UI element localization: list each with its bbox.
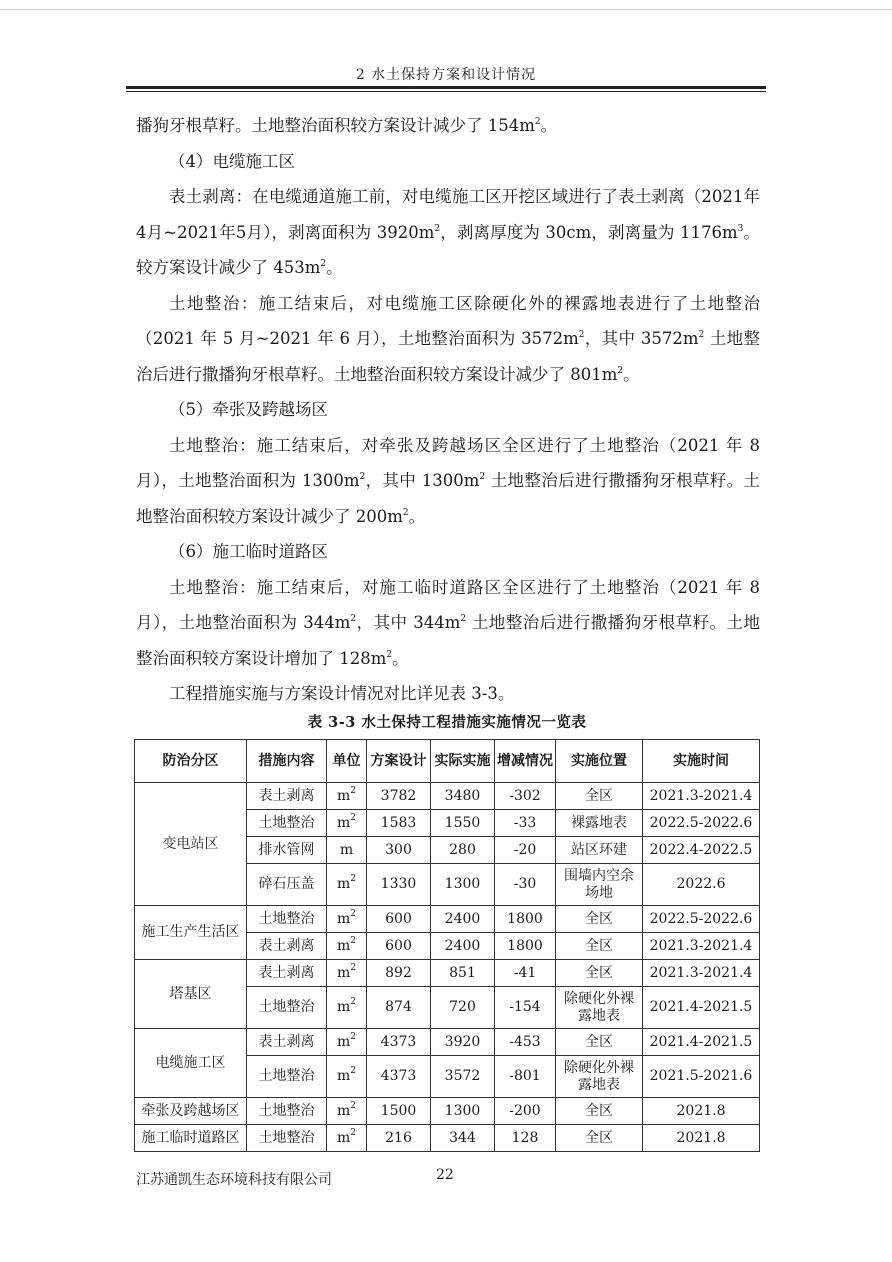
table-cell: 600 — [367, 906, 431, 933]
zone-cell: 牵张及跨越场区 — [135, 1098, 247, 1125]
superscript: 2 — [320, 259, 327, 269]
superscript: 2 — [578, 330, 585, 340]
superscript: 2 — [617, 365, 624, 376]
table-cell: 土地整治 — [247, 810, 327, 837]
table-cell: 除硬化外裸露地表 — [556, 1056, 643, 1098]
unit-cell: $m^2$ — [327, 960, 367, 987]
table-cell: 2021.3-2021.4 — [643, 783, 760, 810]
table-cell: 表土剥离 — [247, 933, 327, 960]
paragraph-text: 土地整治：施工结束后，对施工临时道路区全区进行了土地整治（2021 年 8 月），土地整治面积为 344m — [136, 577, 760, 632]
paragraph-text: ，剥离厚度为 30cm，剥离量为 1176m — [440, 222, 738, 242]
table-cell: 1300 — [431, 864, 495, 906]
paragraph-text: 播狗牙根草籽。土地整治面积较方案设计减少了 154m — [136, 116, 535, 135]
table-cell: 土地整治 — [247, 1125, 327, 1152]
table-caption: 表 3-3 水土保持工程措施实施情况一览表 — [307, 714, 587, 731]
table-cell: 除硬化外裸露地表 — [556, 987, 643, 1029]
header-rule-thick — [126, 86, 766, 89]
table-cell: -302 — [495, 783, 556, 810]
superscript: 2 — [460, 614, 467, 624]
table-cell: 排水管网 — [247, 837, 327, 864]
table-cell: 4373 — [367, 1029, 431, 1056]
unit-cell: $m^2$ — [327, 1125, 367, 1152]
superscript: 2 — [359, 472, 366, 482]
table-cell: 表土剥离 — [247, 960, 327, 987]
table-cell: 1550 — [431, 810, 495, 837]
section-heading — [136, 392, 760, 428]
superscript: 2 — [350, 614, 357, 624]
paragraph-text: ，其中 344m — [356, 613, 461, 632]
table-cell: 全区 — [556, 783, 643, 810]
unit-cell: $m^2$ — [327, 933, 367, 960]
table-cell: 128 — [495, 1125, 556, 1152]
paragraph-text: 表土剥离：在电缆通道施工前，对电缆施工区开挖区域进行了表土剥离（2021年4月~2021年5月），剥离面积为 3920m — [136, 187, 760, 242]
paragraph-text: 土地整治后进行撒播狗牙根草籽。土地整治面积较方案设计增加了 128m — [136, 613, 760, 668]
table-cell: 全区 — [556, 1125, 643, 1152]
table-row — [135, 783, 760, 810]
table-cell: 2021.3-2021.4 — [643, 933, 760, 960]
table-cell: 全区 — [556, 960, 643, 987]
table-cell: 2400 — [431, 906, 495, 933]
table-cell: -801 — [495, 1056, 556, 1098]
column-header: 单位 — [327, 740, 367, 783]
paragraph-text: 。 — [392, 648, 409, 668]
unit-cell: $m^2$ — [327, 1098, 367, 1125]
table-header-row — [135, 740, 760, 783]
table-cell: 1500 — [367, 1098, 431, 1125]
section-heading — [136, 144, 760, 180]
section-heading — [136, 534, 760, 570]
superscript: 3 — [737, 223, 744, 234]
paragraph-text: 。 — [408, 506, 426, 526]
running-header: 2 水土保持方案和设计情况 — [355, 67, 537, 83]
unit-cell: $m^2$ — [327, 783, 367, 810]
table-body — [135, 783, 760, 1152]
table-cell: 600 — [367, 933, 431, 960]
table-cell: -30 — [495, 864, 556, 906]
table-cell: 土地整治 — [247, 987, 327, 1029]
table-row — [135, 1125, 760, 1152]
table-cell: 2022.4-2022.5 — [643, 837, 760, 864]
column-header: 实施时间 — [643, 740, 760, 783]
table-row — [135, 960, 760, 987]
table-cell: 全区 — [556, 1098, 643, 1125]
paragraph — [136, 676, 760, 712]
paragraph-text: 。 — [326, 258, 343, 277]
table-cell: -453 — [495, 1029, 556, 1056]
table-cell: 720 — [431, 987, 495, 1029]
table-cell: 站区环建 — [556, 837, 643, 864]
table-cell: 2021.4-2021.5 — [643, 987, 760, 1029]
section-heading-text: （4）电缆施工区 — [169, 151, 295, 171]
page-number: 22 — [436, 1167, 454, 1183]
table-cell: 892 — [367, 960, 431, 987]
table-cell: 1300 — [431, 1098, 495, 1125]
table-cell: 1330 — [367, 864, 431, 906]
paragraph — [136, 108, 760, 144]
column-header: 方案设计 — [367, 740, 431, 783]
table-cell: 1583 — [367, 810, 431, 837]
table-cell: 碎石压盖 — [247, 864, 327, 906]
unit-cell: $m^2$ — [327, 1029, 367, 1056]
unit-cell: $m^2$ — [327, 1056, 367, 1098]
column-header: 增减情况 — [495, 740, 556, 783]
paragraph-text: 工程措施实施与方案设计情况对比详见表 3-3。 — [169, 684, 515, 703]
paragraph-text: 。 — [540, 116, 558, 135]
table-cell: 2021.3-2021.4 — [643, 960, 760, 987]
unit-cell: $m^2$ — [327, 864, 367, 906]
zone-cell: 施工生产生活区 — [135, 906, 247, 960]
body-text — [136, 108, 760, 712]
superscript: 2 — [386, 649, 393, 660]
table-cell: 3782 — [367, 783, 431, 810]
unit-cell: $m^2$ — [327, 987, 367, 1029]
table-cell: 851 — [431, 960, 495, 987]
table-cell: 全区 — [556, 1029, 643, 1056]
table-cell: 裸露地表 — [556, 810, 643, 837]
paragraph-text: 土地整治后进行撒播狗牙根草籽。土地整治面积较方案设计减少了 200m — [136, 471, 760, 526]
table-cell: 2021.8 — [643, 1125, 760, 1152]
column-header: 措施内容 — [247, 740, 327, 783]
paragraph-text: ，其中 1300m — [365, 471, 480, 490]
unit-cell: $m^2$ — [327, 810, 367, 837]
paragraph-text: 土地整治：施工结束后，对牵张及跨越场区全区进行了土地整治（2021 年 8 月），土地整治面积为 1300m — [136, 435, 760, 490]
table-cell: 2022.5-2022.6 — [643, 810, 760, 837]
table-cell: 344 — [431, 1125, 495, 1152]
superscript: 2 — [479, 472, 486, 482]
table-cell: 3572 — [431, 1056, 495, 1098]
table-cell: 围墙内空余场地 — [556, 864, 643, 906]
paragraph — [136, 570, 760, 677]
table-cell: 300 — [367, 837, 431, 864]
table-cell: 表土剥离 — [247, 1029, 327, 1056]
footer-company: 江苏通凯生态环境科技有限公司 — [136, 1172, 332, 1188]
column-header: 实际实施 — [431, 740, 495, 783]
table-row — [135, 906, 760, 933]
table-cell: -20 — [495, 837, 556, 864]
paragraph-text: ，其中 3572m — [584, 329, 699, 348]
superscript: 2 — [534, 117, 541, 127]
table-cell: 280 — [431, 837, 495, 864]
unit-cell: $m^2$ — [327, 906, 367, 933]
zone-cell: 塔基区 — [135, 960, 247, 1029]
table-cell: 2021.5-2021.6 — [643, 1056, 760, 1098]
table-cell: 3480 — [431, 783, 495, 810]
scan-top-edge — [0, 9, 892, 10]
measures-table — [134, 739, 760, 1152]
superscript: 2 — [698, 330, 705, 340]
paragraph-text: 。 — [623, 364, 640, 384]
zone-cell: 电缆施工区 — [135, 1029, 247, 1098]
table-cell: -33 — [495, 810, 556, 837]
paragraph — [136, 286, 760, 393]
table-cell: 2022.5-2022.6 — [643, 906, 760, 933]
column-header: 防治分区 — [135, 740, 247, 783]
table-cell: -41 — [495, 960, 556, 987]
table-cell: 874 — [367, 987, 431, 1029]
table-row — [135, 1098, 760, 1125]
table-row — [135, 1029, 760, 1056]
section-heading-text: （5）牵张及跨越场区 — [169, 400, 328, 419]
table-cell: 土地整治 — [247, 906, 327, 933]
table-cell: 3920 — [431, 1029, 495, 1056]
table-cell: -200 — [495, 1098, 556, 1125]
paragraph-text: 土地整治：施工结束后，对电缆施工区除硬化外的裸露地表进行了土地整治（2021 年 5 月~2021 年 6 月），土地整治面积为 3572m — [136, 293, 760, 348]
table-cell: 全区 — [556, 933, 643, 960]
table-cell: 2400 — [431, 933, 495, 960]
paragraph — [136, 179, 760, 286]
table-cell: 216 — [367, 1125, 431, 1152]
column-header: 实施位置 — [556, 740, 643, 783]
superscript: 2 — [434, 223, 441, 234]
table-cell: 4373 — [367, 1056, 431, 1098]
table-cell: 2021.4-2021.5 — [643, 1029, 760, 1056]
table-cell: 2022.6 — [643, 864, 760, 906]
zone-cell: 变电站区 — [135, 783, 247, 906]
table-cell: 1800 — [495, 906, 556, 933]
table-cell: 表土剥离 — [247, 783, 327, 810]
header-rule-thin — [126, 91, 766, 92]
paragraph-text: 。较方案设计减少了 453m — [136, 222, 760, 277]
table-cell: 全区 — [556, 906, 643, 933]
paragraph-text: 土地整治后进行撒播狗牙根草籽。土地整治面积较方案设计减少了 801m — [136, 329, 761, 384]
table-cell: 2021.8 — [643, 1098, 760, 1125]
table-cell: 1800 — [495, 933, 556, 960]
section-heading-text: （6）施工临时道路区 — [169, 542, 328, 561]
paragraph — [136, 428, 760, 535]
table-cell: -154 — [495, 987, 556, 1029]
table-cell: 土地整治 — [247, 1098, 327, 1125]
zone-cell: 施工临时道路区 — [135, 1125, 247, 1152]
superscript: 2 — [402, 507, 409, 518]
table-cell: 土地整治 — [247, 1056, 327, 1098]
table-cell: m — [327, 837, 367, 864]
